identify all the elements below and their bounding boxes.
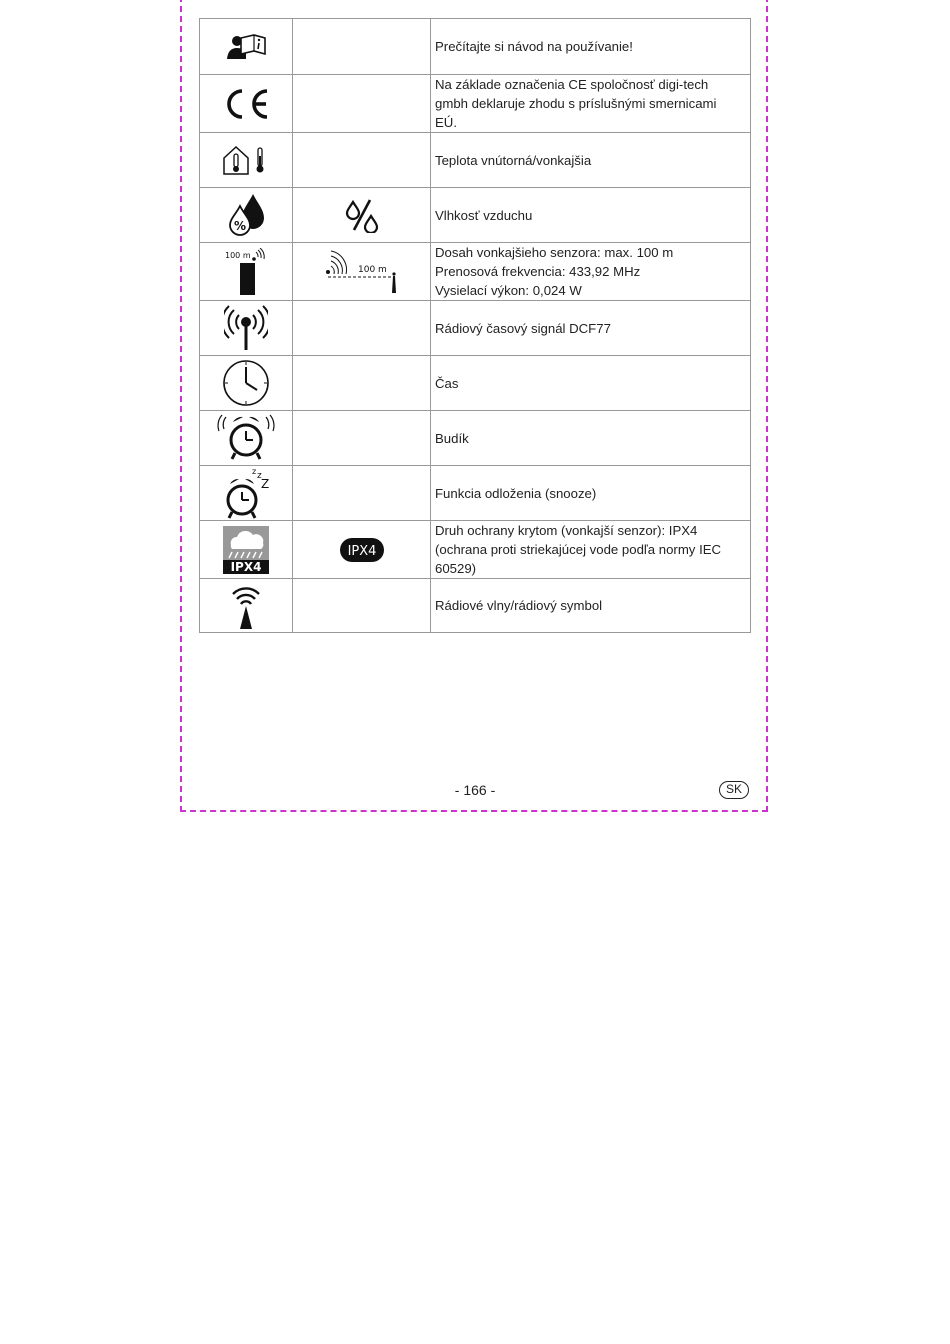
table-row <box>200 75 751 133</box>
range-label: 100 m <box>357 264 387 275</box>
svg-text:z: z <box>252 467 257 476</box>
table-row <box>200 19 751 75</box>
description-line: 60529) <box>435 561 477 576</box>
ipx4-rain-icon <box>222 525 270 575</box>
read-manual-icon <box>224 32 268 62</box>
symbol2-cell <box>293 356 431 411</box>
description-line: Dosah vonkajšieho senzora: max. 100 m <box>435 245 674 260</box>
ipx4-badge-icon <box>339 537 385 563</box>
table-row <box>200 356 751 411</box>
symbol-description: Teplota vnútorná/vonkajšia <box>431 133 751 188</box>
table-row <box>200 133 751 188</box>
description-line: Druh ochrany krytom (vonkajší senzor): IPX4 <box>435 523 698 538</box>
table-row <box>200 411 751 466</box>
symbols-table <box>199 18 751 633</box>
symbol-description: Prečítajte si návod na používanie! <box>431 19 751 75</box>
symbol-cell <box>200 466 293 521</box>
symbol-description: Čas <box>431 356 751 411</box>
symbol-cell <box>200 133 293 188</box>
humidity-drop-icon <box>226 192 266 238</box>
symbol-cell <box>200 521 293 579</box>
symbol-cell <box>200 411 293 466</box>
symbol-cell <box>200 579 293 633</box>
ipx4-label: IPX4 <box>230 559 262 574</box>
description-line: (ochrana proti striekajúcej vode podľa normy IEC <box>435 542 722 557</box>
symbol-description: Rádiový časový signál DCF77 <box>431 301 751 356</box>
symbol-cell <box>200 75 293 133</box>
symbol-cell <box>200 301 293 356</box>
table-row <box>200 466 751 521</box>
table-row <box>200 579 751 633</box>
indoor-outdoor-temperature-icon <box>222 144 270 176</box>
symbol-cell <box>200 188 293 243</box>
description-line: Vysielací výkon: 0,024 W <box>435 283 582 298</box>
symbol-description: Rádiové vlny/rádiový symbol <box>431 579 751 633</box>
page-number: - 166 - <box>454 782 496 798</box>
table-row <box>200 243 751 301</box>
symbol2-cell <box>293 411 431 466</box>
description-line: Prenosová frekvencia: 433,92 MHz <box>435 264 641 279</box>
symbol-cell <box>200 243 293 301</box>
table-row <box>200 301 751 356</box>
range-label: 100 m <box>225 250 251 260</box>
symbol2-cell <box>293 133 431 188</box>
svg-text:%: % <box>233 219 247 233</box>
sensor-range-icon <box>223 248 269 296</box>
symbol2-cell <box>293 521 431 579</box>
transmission-range-icon <box>324 250 400 294</box>
symbol-description: Funkcia odloženia (snooze) <box>431 466 751 521</box>
symbol2-cell <box>293 466 431 521</box>
language-badge: SK <box>719 781 749 799</box>
snooze-alarm-icon <box>220 466 272 520</box>
symbol2-cell <box>293 243 431 301</box>
alarm-clock-icon <box>216 413 276 463</box>
symbol-description: Vlhkosť vzduchu <box>431 188 751 243</box>
radio-waves-icon <box>228 582 264 630</box>
symbol-cell <box>200 356 293 411</box>
symbol-cell <box>200 19 293 75</box>
ce-mark-icon <box>222 87 270 121</box>
table-row <box>200 521 751 579</box>
clock-icon <box>222 359 270 407</box>
symbol2-cell <box>293 301 431 356</box>
symbol-description <box>431 521 751 579</box>
symbol-description: Na základe označenia CE spoločnosť digi-tech gmbh deklaruje zhodu s príslušnými smernicami EÚ. <box>431 75 751 133</box>
symbol-description <box>431 243 751 301</box>
ipx4-label: IPX4 <box>347 543 376 559</box>
table-row <box>200 188 751 243</box>
svg-text:Z: Z <box>261 477 270 491</box>
symbol2-cell <box>293 19 431 75</box>
humidity-percent-icon <box>344 197 380 233</box>
radio-tower-icon <box>224 304 268 352</box>
symbol2-cell <box>293 579 431 633</box>
symbol2-cell <box>293 75 431 133</box>
symbol2-cell <box>293 188 431 243</box>
svg-text:z: z <box>257 471 262 481</box>
symbol-description: Budík <box>431 411 751 466</box>
